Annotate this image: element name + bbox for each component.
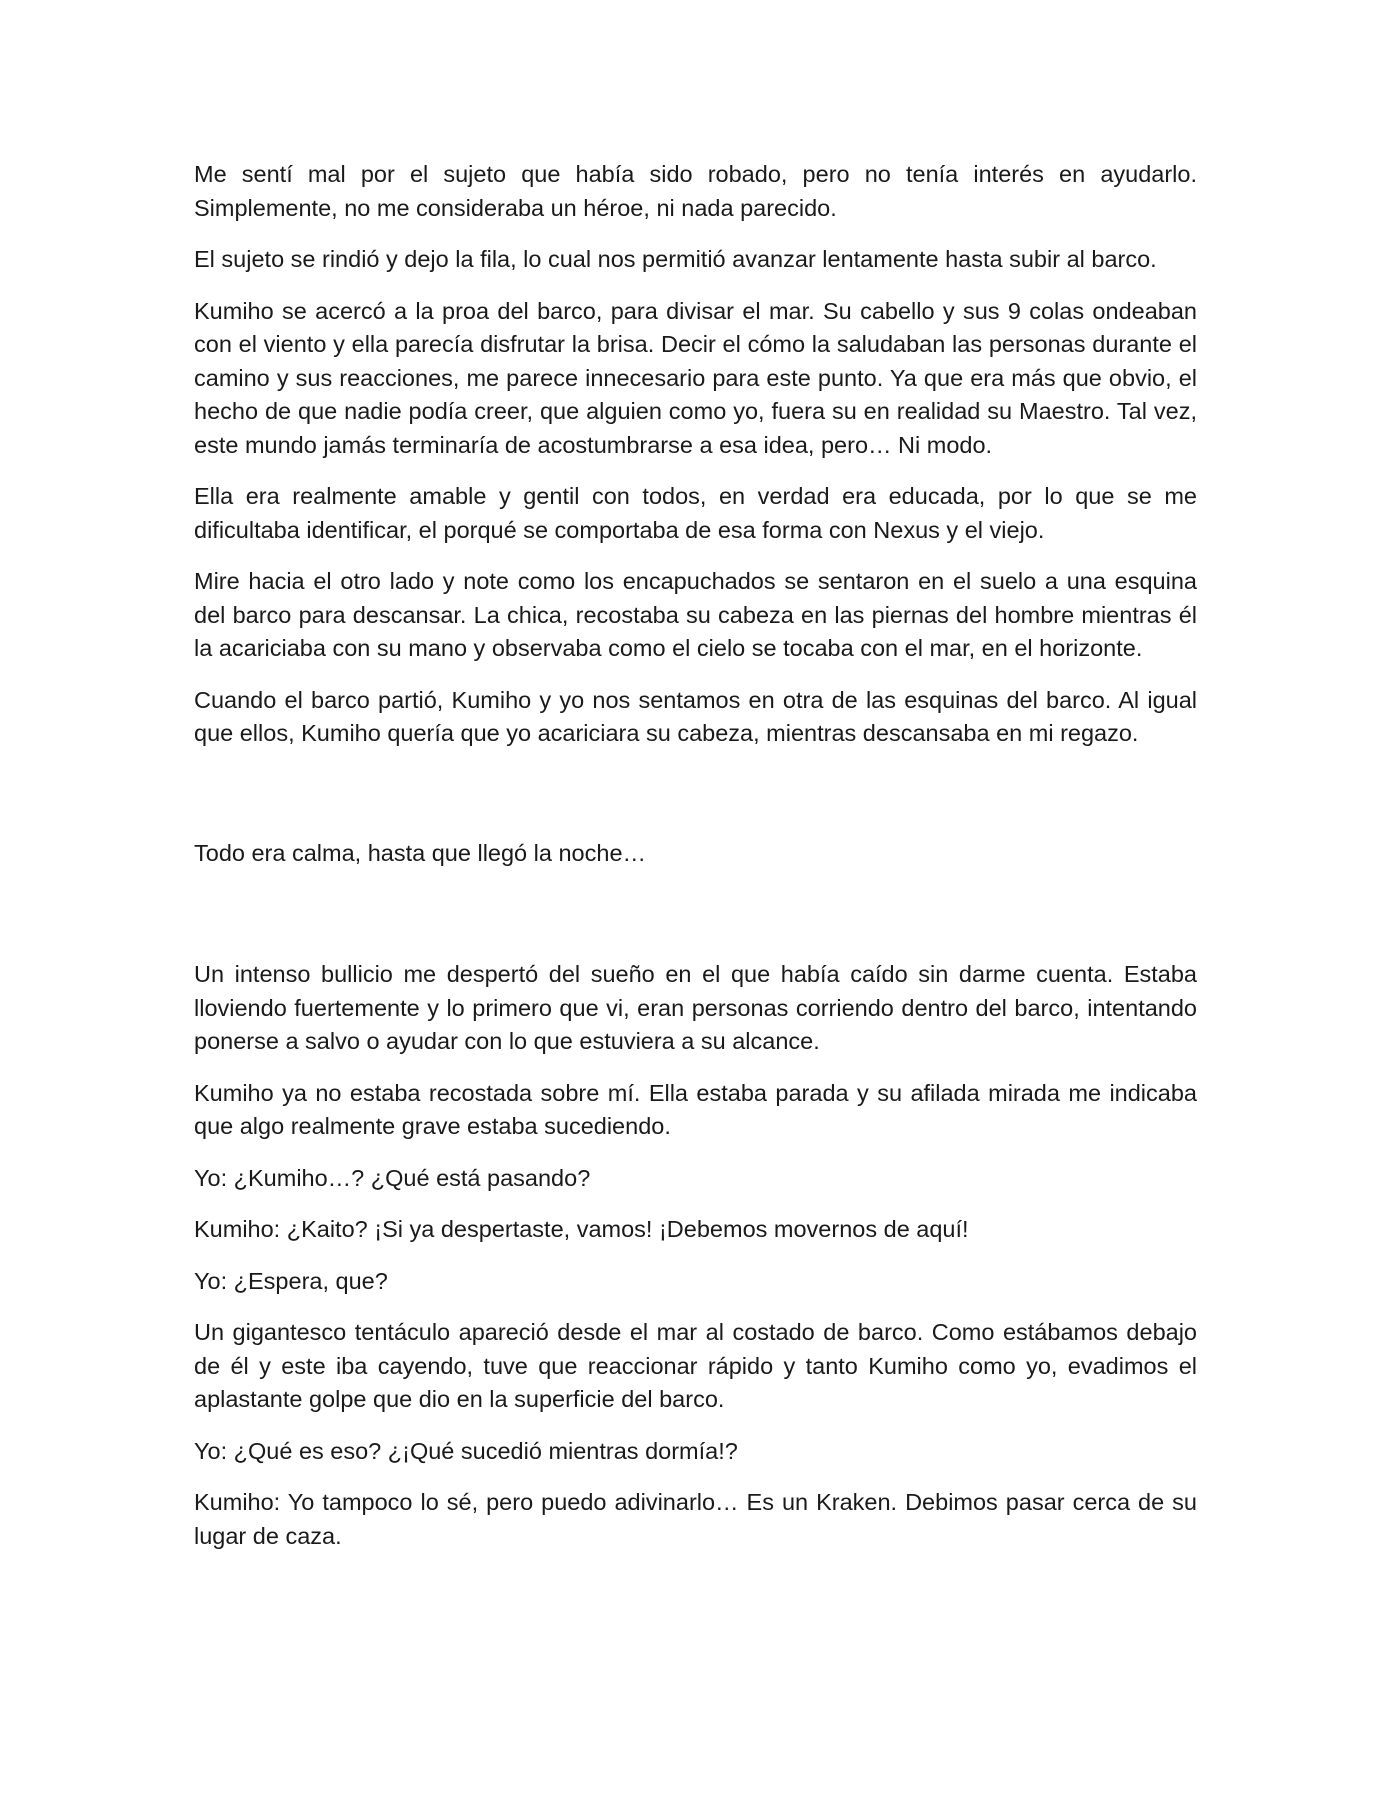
- paragraph-7: Todo era calma, hasta que llegó la noche…: [194, 839, 647, 866]
- dialogue-line-4: Yo: ¿Qué es eso? ¿¡Qué sucedió mientras dormía!?: [194, 1437, 738, 1464]
- dialogue-line-3: Yo: ¿Espera, que?: [194, 1267, 388, 1294]
- document-page: [194, 158, 1197, 1571]
- dialogue-line-2: Kumiho: ¿Kaito? ¡Si ya despertaste, vamos! ¡Debemos movernos de aquí!: [194, 1216, 969, 1242]
- dialogue-line-1: Yo: ¿Kumiho…? ¿Qué está pasando?: [194, 1164, 591, 1191]
- section-spacer: [194, 769, 1197, 837]
- paragraph-1: Me sentí mal por el sujeto que había sido robado, pero no tenía interés en ayudarlo. Simplemente, no me consideraba un héroe, ni nada parecido.: [194, 161, 1197, 221]
- paragraph-5: Mire hacia el otro lado y note como los encapuchados se sentaron en el suelo a una esquina del barco para descansar. La chica, recostaba su cabeza en las piernas del hombre mientras él la acariciaba con su mano y observaba como el cielo se tocaba con el mar, en el horizonte.: [194, 568, 1197, 661]
- paragraph-3: Kumiho se acercó a la proa del barco, para divisar el mar. Su cabello y sus 9 colas ondeaban con el viento y ella parecía disfrutar la brisa. Decir el cómo la saludaban las personas durante el camino y sus reacciones, me parece innecesario para este punto. Ya que era más que obvio, el hecho de que nadie podía creer, que alguien como yo, fuera su en realidad su Maestro. Tal vez, este mundo jamás terminaría de acostumbrarse a esa idea, pero… Ni modo.: [194, 297, 1197, 458]
- dialogue-line-5: Kumiho: Yo tampoco lo sé, pero puedo adivinarlo… Es un Kraken. Debimos pasar cerca de su lugar de caza.: [194, 1489, 1197, 1549]
- section-spacer: [194, 888, 1197, 958]
- paragraph-4: Ella era realmente amable y gentil con todos, en verdad era educada, por lo que se me dificultaba identificar, el porqué se comportaba de esa forma con Nexus y el viejo.: [194, 483, 1197, 543]
- paragraph-10: Un gigantesco tentáculo apareció desde el mar al costado de barco. Como estábamos debajo de él y este iba cayendo, tuve que reaccionar rápido y tanto Kumiho como yo, evadimos el aplastante golpe que dio en la superficie del barco.: [194, 1319, 1197, 1412]
- paragraph-9: Kumiho ya no estaba recostada sobre mí. Ella estaba parada y su afilada mirada me indicaba que algo realmente grave estaba sucediendo.: [194, 1079, 1197, 1139]
- paragraph-6: Cuando el barco partió, Kumiho y yo nos sentamos en otra de las esquinas del barco. Al igual que ellos, Kumiho quería que yo acariciara su cabeza, mientras descansaba en mi regazo.: [194, 686, 1197, 746]
- paragraph-8: Un intenso bullicio me despertó del sueño en el que había caído sin darme cuenta. Estaba lloviendo fuertemente y lo primero que vi, eran personas corriendo dentro del barco, intentando ponerse a salvo o ayudar con lo que estuviera a su alcance.: [194, 961, 1197, 1054]
- paragraph-2: El sujeto se rindió y dejo la fila, lo cual nos permitió avanzar lentamente hasta subir al barco.: [194, 246, 1157, 272]
